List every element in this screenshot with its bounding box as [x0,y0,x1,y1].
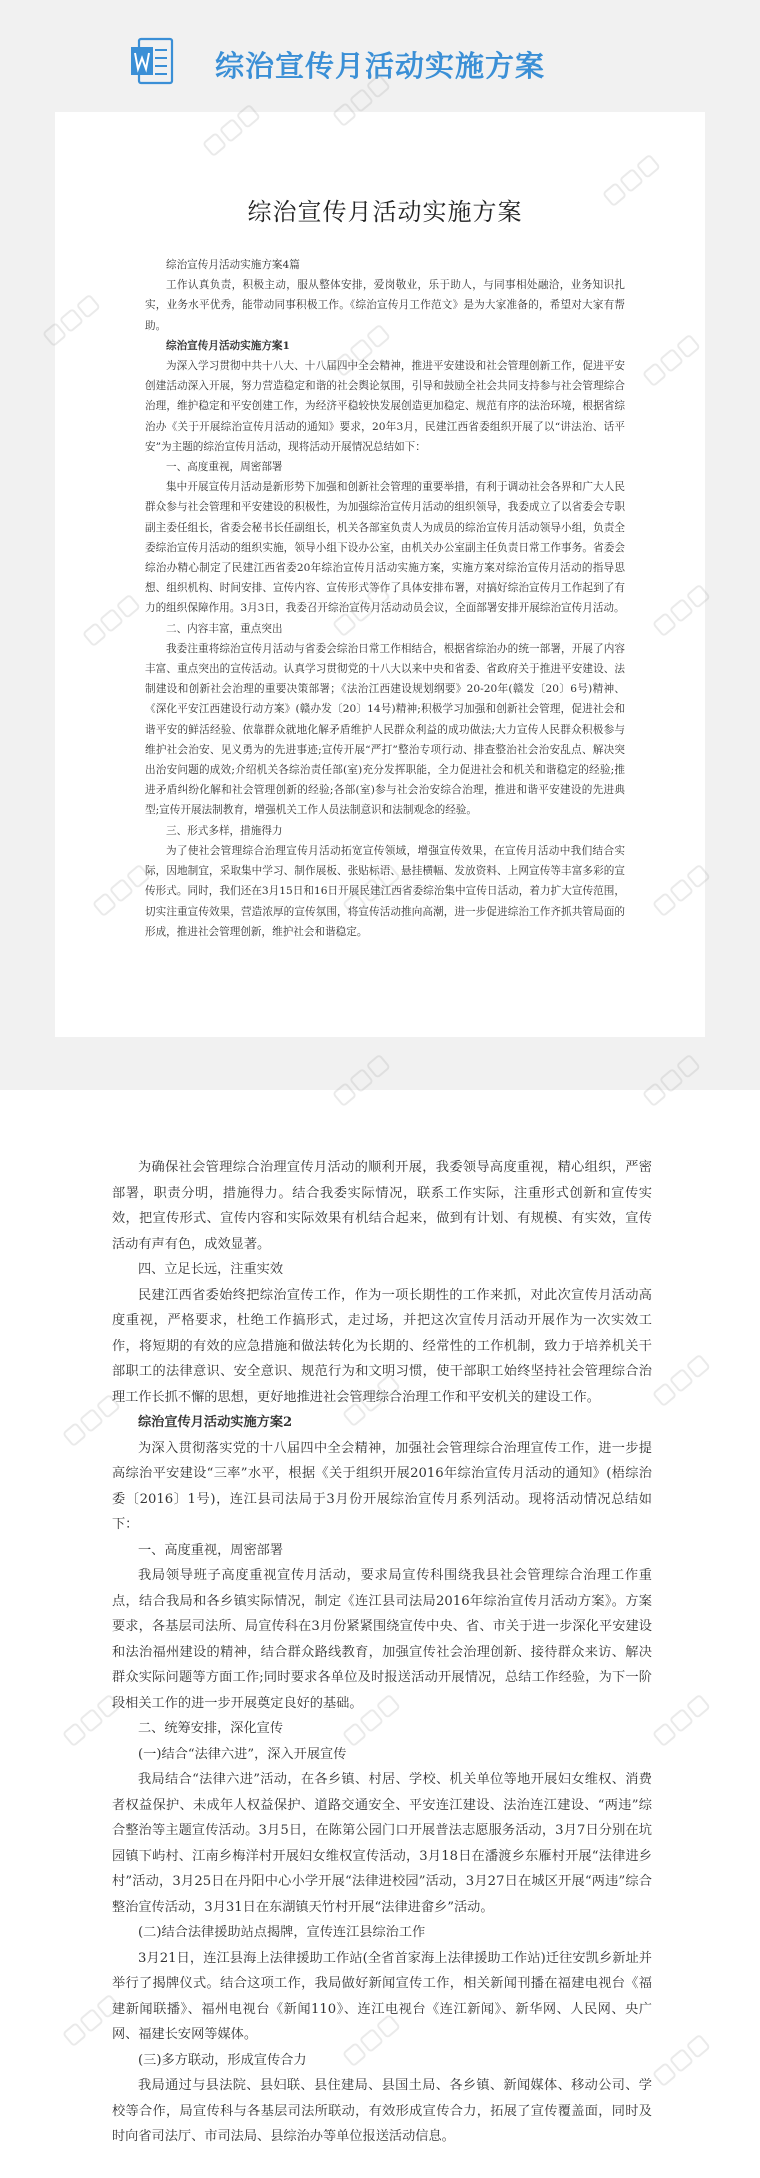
paragraph: 我委注重将综治宣传月活动与省委会综治日常工作相结合，根据省综治办的统一部署，开展了内容丰富、重点突出的宣传活动。认真学习贯彻党的十八大以来中央和省委、省政府关于推进平安建设、法制建设和创新社会治理的重要决策部署；《法治江西建设规划纲要》20-20年(赣发〔20〕6号)精神、《深化平安江西建设行动方案》(赣办发〔20〕14号)精神;积极学习加强和创新社会管理，促进社会和谐平安的鲜活经验、依靠群众就地化解矛盾维护人民群众利益的成功做法;大力宣传人民群众积极参与维护社会治安、见义勇为的先进事迹;宣传开展“严打”整治专项行动、排查整治社会治安乱点、解决突出治安问题的成效;介绍机关各综治责任部(室)充分发挥职能，全力促进社会和机关和谐稳定的经验;推进矛盾纠纷化解和社会管理创新的经验;各部(室)参与社会治安综合治理，推进和谐平安建设的先进典型;宣传开展法制教育，增强机关工作人员法制意识和法制观念的经验。 [145,642,625,817]
paragraph: 为深入贯彻落实党的十八届四中全会精神，加强社会管理综合治理宣传工作，进一步提高综治平安建设“三率”水平，根据《关于组织开展2016年综治宣传月活动的通知》(梧综治委〔2016〕1号)，连江县司法局于3月份开展综治宣传月系列活动。现将活动情况总结如下： [112,1440,652,1532]
paragraph: 四、立足长远，注重实效 [138,1262,284,1277]
paragraph: 二、内容丰富，重点突出 [166,622,283,635]
paragraph: (一)结合“法律六进”，深入开展宣传 [138,1746,347,1762]
page-2-body [112,1155,652,2150]
paragraph: 综治宣传月活动实施方案1 [166,339,290,352]
paragraph: 为确保社会管理综合治理宣传月活动的顺利开展，我委领导高度重视，精心组织，严密部署，职责分明，措施得力。结合我委实际情况，联系工作实际，注重形式创新和宣传实效，把宣传形式、宣传内容和实际效果有机结合起来，做到有计划、有规模、有实效，宣传活动有声有色，成效显著。 [112,1160,652,1252]
banner-title: 综治宣传月活动实施方案 [215,49,546,83]
paragraph: 二、统筹安排，深化宣传 [138,1721,284,1736]
paragraph: 综治宣传月活动实施方案4篇 [166,259,300,271]
paragraph: 我局通过与县法院、县妇联、县住建局、县国土局、各乡镇、新闻媒体、移动公司、学校等合作，局宣传科与各基层司法所联动，有效形成宣传合力，拓展了宣传覆盖面，同时及时向省司法厅、市司法局、县综治办等单位报送活动信息。 [112,2078,652,2144]
paragraph: 我局领导班子高度重视宣传月活动，要求局宣传科围绕我县社会管理综合治理工作重点，结合我局和各乡镇实际情况，制定《连江县司法局2016年综治宣传月活动方案》。方案要求，各基层司法所、局宣传科在3月份紧紧围绕宣传中央、省、市关于进一步深化平安建设和法治福州建设的精神，结合群众路线教育，加强宣传社会治理创新、接待群众来访、解决群众实际问题等方面工作;同时要求各单位及时报送活动开展情况，总结工作经验，为下一阶段相关工作的进一步开展奠定良好的基础。 [112,1568,652,1711]
paragraph: 综治宣传月活动实施方案2 [138,1415,293,1430]
paragraph: (二)结合法律援助站点揭牌，宣传连江县综治工作 [138,1925,426,1940]
paragraph: 为深入学习贯彻中共十八大、十八届四中全会精神，推进平安建设和社会管理创新工作，促进平安创建活动深入开展，努力营造稳定和谐的社会舆论氛围，引导和鼓励全社会共同支持参与社会管理综合治理，维护稳定和平安创建工作，为经济平稳较快发展创造更加稳定、规范有序的法治环境，根据省综治办《关于开展综治宣传月活动的通知》要求，20年3月，民建江西省委组织开展了以“讲法治、话平安”为主题的综治宣传月活动，现将活动开展情况总结如下： [145,360,625,453]
paragraph: 我局结合“法律六进”活动，在各乡镇、村居、学校、机关单位等地开展妇女维权、消费者权益保护、未成年人权益保护、道路交通安全、平安连江建设、法治连江建设、“两违”综合整治等主题宣传活动。3月5日，在陈第公园门口开展普法志愿服务活动，3月7日分别在坑园镇下屿村、江南乡梅洋村开展妇女维权宣传活动，3月18日在潘渡乡东雁村开展“法律进乡村”活动，3月25日在丹阳中心小学开展“法律进校园”活动，3月27日在城区开展“两违”综合整治宣传活动，3月31日在东湖镇天竹村开展“法律进畲乡”活动。 [112,1772,652,1915]
paragraph: (三)多方联动，形成宣传合力 [138,2052,307,2068]
document-page-1 [55,112,705,1037]
header-banner [0,0,760,110]
paragraph: 集中开展宣传月活动是新形势下加强和创新社会管理的重要举措，有利于调动社会各界和广大人民群众参与社会管理和平安建设的积极性，为加强综治宣传月活动的组织领导，我委成立了以省委会专职副主委任组长，省委会秘书长任副组长，机关各部室负责人为成员的综治宣传月活动领导小组，负责全委综治宣传月活动的组织实施，领导小组下设办公室，由机关办公室副主任负责日常工作事务。省委会综治办精心制定了民建江西省委20年综治宣传月活动实施方案，实施方案对综治宣传月活动的指导思想、组织机构、时间安排、宣传内容、宣传形式等作了具体安排布署，对搞好综治宣传月工作起到了有力的组织保障作用。3月3日，我委召开综治宣传月活动动员会议，全面部署安排开展综治宣传月活动。 [145,481,625,615]
paragraph: 一、高度重视，周密部署 [138,1542,284,1558]
paragraph: 工作认真负责，积极主动，服从整体安排，爱岗敬业，乐于助人，与同事相处融洽，业务知识扎实，业务水平优秀，能带动同事积极工作。《综治宣传月工作范文》是为大家准备的，希望对大家有帮助。 [145,279,625,332]
paragraph: 三、形式多样，措施得力 [166,824,283,837]
paragraph: 为了使社会管理综合治理宣传月活动拓宽宣传领域，增强宣传效果，在宣传月活动中我们结合实际，因地制宜，采取集中学习、制作展板、张贴标语、悬挂横幅、发放资料、上网宣传等丰富多彩的宣传形式。同时，我们还在3月15日和16日开展民建江西省委综治集中宣传日活动，着力扩大宣传范围，切实注重宣传效果，营造浓厚的宣传氛围，将宣传活动推向高潮，进一步促进综治工作齐抓共管局面的形成，推进社会管理创新，维护社会和谐稳定。 [145,844,625,938]
word-document-icon [130,36,174,86]
paragraph: 民建江西省委始终把综治宣传工作，作为一项长期性的工作来抓，对此次宣传月活动高度重视，严格要求，杜绝工作搞形式，走过场，并把这次宣传月活动开展作为一次实效工作，将短期的有效的应急措施和做法转化为长期的、经常性的工作机制，致力于培养机关干部职工的法律意识、安全意识、规范行为和文明习惯，使干部职工始终坚持社会管理综合治理工作长抓不懈的思想，更好地推进社会管理综合治理工作和平安机关的建设工作。 [112,1287,652,1405]
paragraph: 3月21日，连江县海上法律援助工作站(全省首家海上法律援助工作站)迁往安凯乡新址并举行了揭牌仪式。结合这项工作，我局做好新闻宣传工作，相关新闻刊播在福建电视台《福建新闻联播》、福州电视台《新闻110》、连江电视台《连江新闻》、新华网、人民网、央广网、福建长安网等媒体。 [112,1950,652,2042]
paragraph: 一、高度重视，周密部署 [166,461,283,474]
document-title: 综治宣传月活动实施方案 [247,198,523,226]
page-1-body [145,255,625,942]
